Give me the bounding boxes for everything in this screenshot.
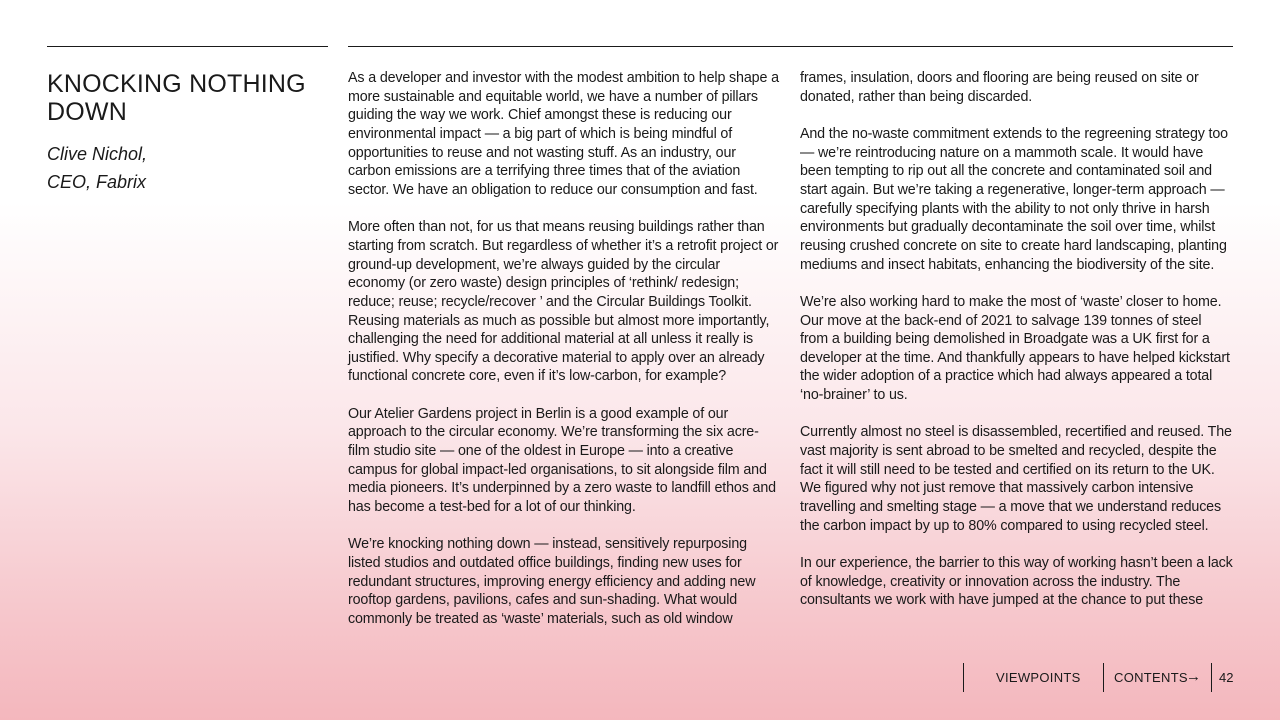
paragraph: As a developer and investor with the modest ambition to help shape a more sustainable and equitable world, we have a number of pillars guiding the way we work. Chief amongst these is reducing our environmental impact — a big part of which is being mindful of opportunities to reuse and not wasting stuff. As an industry, our carbon emissions are a terrifying three times that of the aviation sector. We have an obligation to reduce our consumption and fast. — [348, 70, 779, 198]
arrow-right-icon[interactable]: → — [1186, 668, 1201, 685]
viewpoints-link[interactable]: VIEWPOINTS — [996, 670, 1081, 685]
paragraph: We’re also working hard to make the most of ‘waste’ closer to home. Our move at the back-end of 2021 to salvage 139 tonnes of steel from a building being demolished in Broadgate was a UK first for a developer at the time. And thankfully appears to have helped kickstart the wider adoption of a practice which had always appeared a total ‘no-brainer’ to us. — [800, 293, 1230, 404]
paragraph: We’re knocking nothing down — instead, sensitively repurposing listed studios and outdated office buildings, finding new uses for redundant structures, improving energy efficiency and adding new rooftop gardens, pavilions, cafes and sun-shading. What would commonly be treated as ‘waste’ materials, such as old window — [348, 536, 756, 627]
author-name: Clive Nichol, — [47, 144, 148, 164]
header-rule-left — [47, 46, 328, 47]
author-role: CEO, Fabrix — [47, 172, 147, 192]
footer-divider — [1103, 663, 1104, 692]
paragraph: Our Atelier Gardens project in Berlin is a good example of our approach to the circular economy. We’re transforming the six acre-film studio site — one of the oldest in Europe — into a creative campus for global impact-led organisations, to sit alongside film and media pioneers. It’s underpinned by a zero waste to landfill ethos and has become a test-bed for a lot of our thinking. — [348, 405, 776, 516]
paragraph: frames, insulation, doors and flooring are being reused on site or donated, rather than being discarded. — [800, 70, 1199, 105]
author-block — [47, 140, 307, 196]
paragraph: Currently almost no steel is disassembled, recertified and reused. The vast majority is sent abroad to be smelted and recycled, despite the fact it will still need to be tested and certified on its return to the UK. We figured why not just remove that massively carbon intensive travelling and smelting stage — a move that we understand reduces the carbon impact by up to 80% compared to using recycled steel. — [800, 424, 1232, 534]
page-footer — [0, 663, 1280, 693]
contents-link[interactable]: CONTENTS — [1114, 670, 1188, 685]
body-column-1 — [348, 69, 780, 647]
article-title: KNOCKING NOTHING DOWN — [47, 70, 306, 126]
footer-divider — [963, 663, 964, 692]
body-column-2 — [800, 69, 1233, 629]
page-number: 42 — [1219, 670, 1234, 685]
paragraph: In our experience, the barrier to this way of working hasn’t been a lack of knowledge, creativity or innovation across the industry. The consultants we work with have jumped at the chance to put these — [800, 555, 1233, 609]
footer-divider — [1211, 663, 1212, 692]
paragraph: And the no-waste commitment extends to the regreening strategy too — we’re reintroducing nature on a mammoth scale. It would have been tempting to rip out all the concrete and contaminated soil and start again. But we’re taking a regenerative, longer-term approach — carefully specifying plants with the ability to not only thrive in harsh environments but gradually decontaminate the soil over time, whilst reusing crushed concrete on site to create hard landscaping, planting mediums and insect habitats, enhancing the biodiversity of the site. — [800, 125, 1228, 273]
header-rule-right — [348, 46, 1233, 47]
paragraph: More often than not, for us that means reusing buildings rather than starting from scratch. But regardless of whether it’s a retrofit project or ground-up development, we’re always guided by the circular economy (or zero waste) design principles of ‘rethink/ redesign; reduce; reuse; recycle/recover ’ and the Circular Buildings Toolkit. Reusing materials as much as possible but almost more importantly, challenging the need for additional material at all unless it really is justified. Why specify a decorative material to apply over an already functional concrete core, even if it’s low-carbon, for example? — [348, 219, 779, 385]
